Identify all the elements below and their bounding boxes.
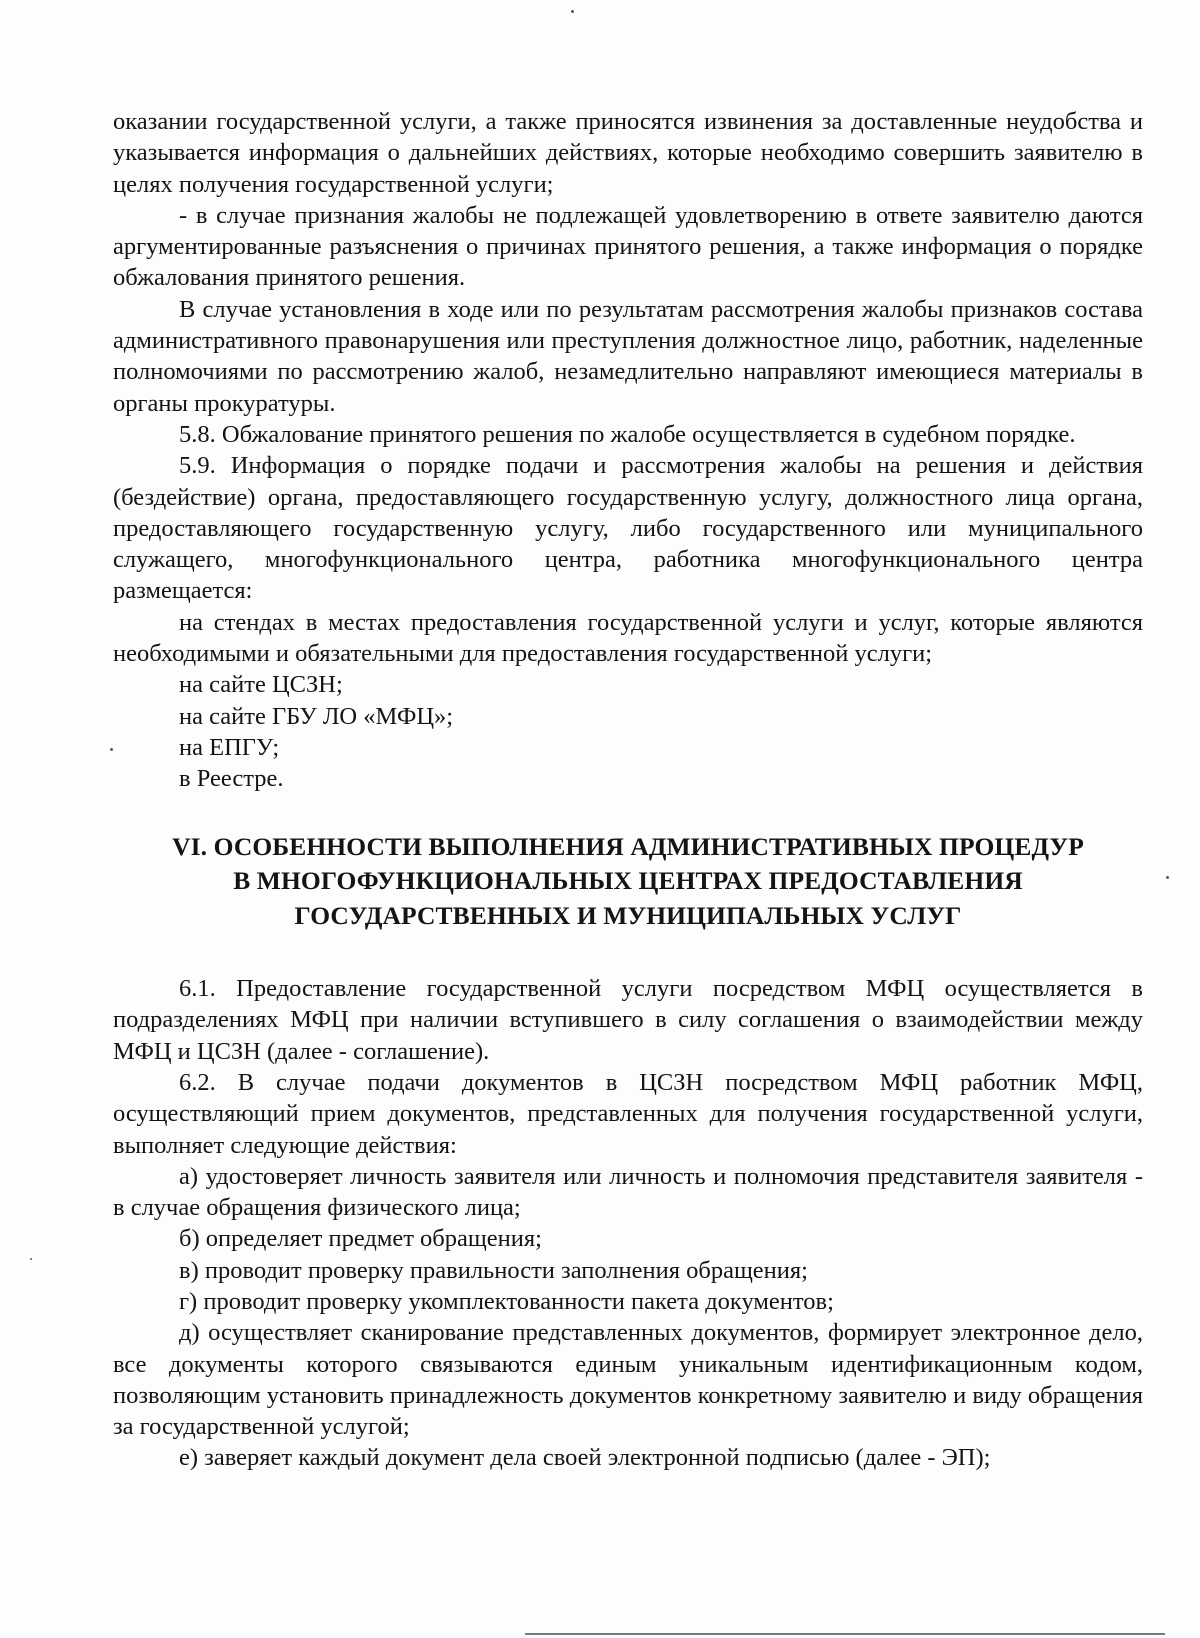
section-heading-line-1: VI. ОСОБЕННОСТИ ВЫПОЛНЕНИЯ АДМИНИСТРАТИВНЫХ ПРОЦЕДУР	[172, 831, 1084, 861]
paragraph-item-a: а) удостоверяет личность заявителя или личность и полномочия представителя заявителя - в случае обращения физического лица;	[113, 1162, 1143, 1222]
paragraph-item-d: д) осуществляет сканирование представленных документов, формирует электронное дело, все документы которого связываются единым уникальным идентификационным кодом, позволяющим установить принадлежность документов конкретному заявителю и виду обращения за государственной услугой;	[113, 1319, 1143, 1441]
paragraph-item-g: г) проводит проверку укомплектованности пакета документов;	[179, 1288, 834, 1315]
scan-speck	[30, 1258, 32, 1260]
scan-edge-line	[525, 1633, 1165, 1635]
scan-speck	[110, 748, 113, 751]
paragraph-5-8: 5.8. Обжалование принятого решения по жалобе осуществляется в судебном порядке.	[179, 420, 1076, 448]
section-heading-line-3: ГОСУДАРСТВЕННЫХ И МУНИЦИПАЛЬНЫХ УСЛУГ	[294, 900, 962, 930]
document-body	[113, 106, 1143, 1474]
scan-speck	[1166, 876, 1169, 879]
section-heading	[113, 830, 1143, 934]
paragraph-stands: на стендах в местах предоставления государственной услуги и услуг, которые являются необходимыми и обязательными для предоставления государственной услуги;	[113, 608, 1143, 668]
section-heading-line-2: В МНОГОФУНКЦИОНАЛЬНЫХ ЦЕНТРАХ ПРЕДОСТАВЛЕНИЯ	[233, 866, 1023, 896]
list-item-cszn-site: на сайте ЦСЗН;	[179, 671, 343, 699]
paragraph-item-e: е) заверяет каждый документ дела своей электронной подписью (далее - ЭП);	[179, 1444, 991, 1472]
paragraph-6-2: 6.2. В случае подачи документов в ЦСЗН посредством МФЦ работник МФЦ, осуществляющий прием документов, представленных для получения государственной услуги, выполняет следующие действия:	[113, 1068, 1143, 1159]
paragraph-item-v: в) проводит проверку правильности заполнения обращения;	[179, 1256, 808, 1284]
paragraph-rejection-case: - в случае признания жалобы не подлежащей удовлетворению в ответе заявителю даются аргументированные разъяснения о причинах принятого решения, а также информация о порядке обжалования принятого решения.	[113, 201, 1143, 292]
paragraph-item-b: б) определяет предмет обращения;	[179, 1225, 542, 1253]
list-item-epgu: на ЕПГУ;	[179, 733, 280, 761]
paragraph-6-1: 6.1. Предоставление государственной услуги посредством МФЦ осуществляется в подразделениях МФЦ при наличии вступившего в силу соглашения о взаимодействии между МФЦ и ЦСЗН (далее - соглашение).	[113, 975, 1143, 1065]
list-item-registry: в Реестре.	[179, 765, 284, 793]
list-item-mfc-site: на сайте ГБУ ЛО «МФЦ»;	[179, 702, 454, 730]
scan-speck	[571, 10, 574, 13]
paragraph-continuation: оказании государственной услуги, а также приносятся извинения за доставленные неудобства и указывается информация о дальнейших действиях, которые необходимо совершить заявителю в целях получения государственной услуги;	[113, 108, 1143, 198]
paragraph-offense-referral: В случае установления в ходе или по результатам рассмотрения жалобы признаков состава административного правонарушения или преступления должностное лицо, работник, наделенные полномочиями по рассмотрению жалоб, незамедлительно направляют имеющиеся материалы в органы прокуратуры.	[113, 295, 1143, 417]
paragraph-5-9: 5.9. Информация о порядке подачи и рассмотрения жалобы на решения и действия (бездействие) органа, предоставляющего государственную услугу, должностного лица органа, предоставляющего государственную услугу, либо государственного или муниципального служащего, многофункционального центра, работника многофункционального центра размещается:	[113, 452, 1143, 605]
